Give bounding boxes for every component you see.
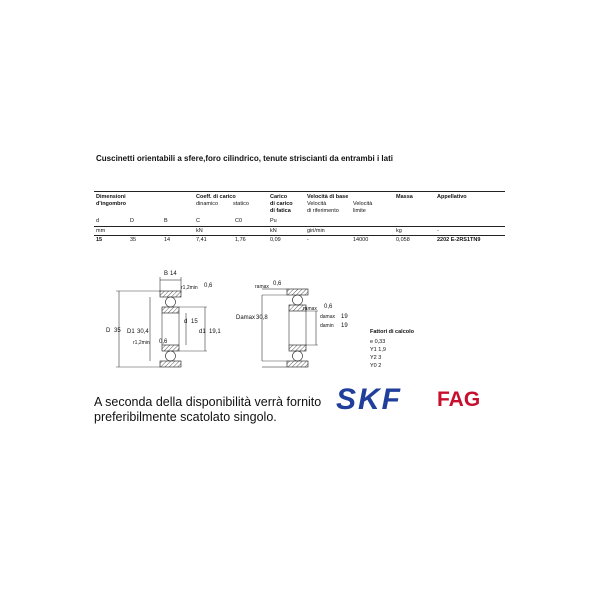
calc-y2: Y2 3 [370,355,382,361]
value-D: 35 [114,328,121,334]
value-B: 14 [170,271,177,277]
sym-B: B [164,218,168,224]
header-vel-lim: Velocità limite [353,201,373,214]
header-massa: Massa [396,194,413,200]
calc-e: e 0,33 [370,339,386,345]
sym-d: d [96,218,100,224]
page-title: Cuscinetti orientabili a sfere,foro cilindrico, tenute striscianti da entrambi i lati [96,154,393,163]
value-D1: 30,4 [137,329,149,335]
cell-d: 15 [96,237,103,243]
value-damax: 19 [341,314,348,320]
header-dinamico: dinamico [196,201,219,207]
unit-dash: - [437,228,439,234]
value-r12-bottom: 0,6 [159,339,168,345]
cell-D: 35 [130,237,137,243]
table-unit-rule [94,235,505,236]
label-r12-top: r1,2min [181,285,198,291]
sym-Pu: Pu [270,218,277,224]
calc-y1: Y1 1,9 [370,347,386,353]
unit-kg: kg [396,228,402,234]
table-mid-rule [94,226,505,227]
value-r12-top: 0,6 [204,283,213,289]
label-damax-housing: Damax [236,315,256,321]
unit-mm: mm [96,228,106,234]
cell-appellativo: 2202 E-2RS1TN9 [437,237,481,243]
value-damax-housing: 30,8 [256,315,268,321]
value-d: 15 [191,319,198,325]
label-ramax-top: ramax [255,284,269,290]
bearing-drawings [0,260,608,380]
label-D1: D1 [127,329,135,335]
value-d1: 19,1 [209,329,221,335]
cell-vel-lim: 14000 [353,237,369,243]
label-d1: d1 [199,329,206,335]
calc-y0: Y0 2 [370,363,382,369]
value-ramax-right: 0,6 [324,304,333,310]
unit-giri: giri/min [307,228,325,234]
sym-D: D [130,218,134,224]
header-statico: statico [233,201,249,207]
header-vel-rif: Velocità di riferimento [307,201,339,214]
header-carico: Carico di carico di fatica [270,194,293,214]
fag-logo: FAG [437,388,481,411]
header-appellativo: Appellativo [437,194,467,200]
value-damin: 19 [341,323,348,329]
availability-note [94,395,321,425]
unit-kn-2: kN [270,228,277,234]
bearing-section-right [262,289,318,367]
cell-Pu: 0,09 [270,237,281,243]
header-coeff: Coeff. di carico [196,194,236,200]
table-top-rule [94,191,505,192]
label-B: B [164,271,169,277]
cell-vel-rif: - [307,237,309,243]
note-line-1: A seconda della disponibilità verrà fornito [94,395,322,409]
cell-B: 14 [164,237,171,243]
label-D: D [106,328,111,334]
cell-C0: 1,76 [235,237,246,243]
label-damin: damin [320,323,334,329]
skf-logo: SKF [336,383,402,416]
note-line-2: preferibilmente scatolato singolo. [94,410,277,424]
calc-title: Fattori di calcolo [370,329,415,335]
sym-C: C [196,218,200,224]
label-damax: damax [320,314,336,320]
label-r12-bottom: r1,2min [133,340,150,346]
header-dimensioni: Dimensioni d'ingombro [96,194,127,207]
cell-massa: 0,058 [396,237,410,243]
label-ramax-right: ramax [303,306,317,312]
sym-C0: C0 [235,218,243,224]
header-velocita: Velocità di base [307,194,349,200]
unit-kn: kN [196,228,203,234]
label-d: d [184,319,188,325]
value-ramax-top: 0,6 [273,281,282,287]
cell-C: 7,41 [196,237,207,243]
